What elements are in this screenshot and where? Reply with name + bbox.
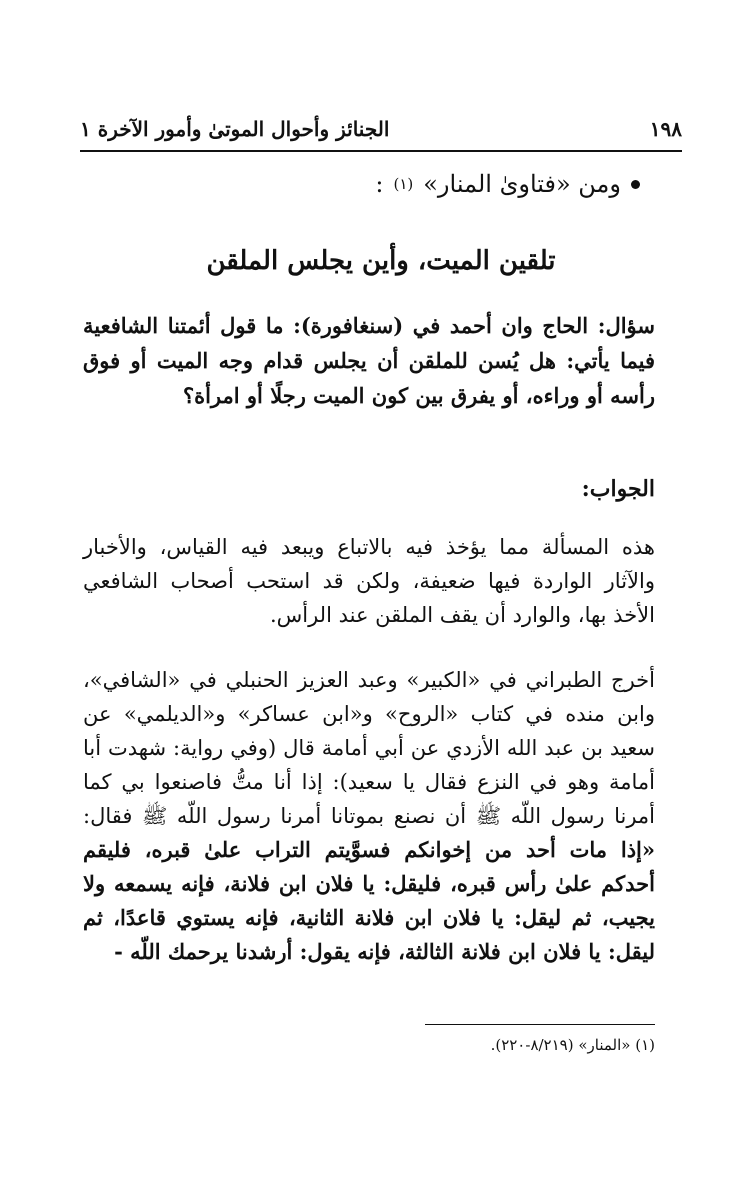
footnote: (١) «المنار» (٨/٢١٩-٢٢٠). (490, 1036, 655, 1054)
answer-paragraph-1: هذه المسألة مما يؤخذ فيه بالاتباع ويبعد فيه القياس، والأخبار والآثار الواردة فيها ضعيفة، ولكن قد استحب أصحاب الشافعي الأخذ بها، والوارد أن يقف الملقن عند الرأس. (83, 535, 655, 627)
hadith-quote: «إذا مات أحد من إخوانكم فسوَّيتم التراب علىٰ قبره، فليقم أحدكم علىٰ رأس قبره، فليقل: يا فلان ابن فلانة، فإنه يسمعه ولا يجيب، ثم ليقل: يا فلان ابن فلانة الثانية، فإنه يستوي قاعدًا، ثم ليقل: يا فلان ابن فلانة الثالثة، فإنه يقول: أرشدنا يرحمك اللّه - (83, 837, 655, 964)
question-paragraph: سؤال: الحاج وان أحمد في (سنغافورة): ما قول أئمتنا الشافعية فيما يأتي: هل يُسن للملقن أن يجلس قدام وجه الميت أو فوق رأسه أو وراءه، أو يفرق بين كون الميت رجلًا أو امرأة؟ (83, 313, 655, 408)
footnote-rule (425, 1024, 655, 1025)
footnote-marker: (١) (393, 175, 414, 193)
source-suffix: : (375, 170, 384, 198)
source-text: ومن «فتاوىٰ المنار» (423, 170, 621, 198)
bullet-icon (631, 180, 640, 189)
paragraph-2-text: أخرج الطبراني في «الكبير» وعبد العزيز الحنبلي في «الشافي»، وابن منده في كتاب «الروح» و«ابن عساكر» و«الديلمي» عن سعيد بن عبد الله الأزدي عن أبي أمامة قال (وفي رواية: شهدت أبا أمامة وهو في النزع فقال يا سعيد): إذا أنا متُّ فاصنعوا بي كما أمرنا رسول اللّه ﷺ أن نصنع بموتانا أمرنا رسول اللّه ﷺ فقال: (83, 668, 655, 828)
page-header (80, 112, 682, 146)
header-rule (80, 150, 682, 152)
section-title: تلقين الميت، وأين يجلس الملقن (206, 246, 556, 276)
answer-label: الجواب: (581, 476, 655, 502)
running-title: الجنائز وأحوال الموتىٰ وأمور الآخرة ١ (80, 117, 390, 141)
answer-paragraph-2 (83, 663, 655, 969)
source-line (375, 170, 640, 198)
page-number: ١٩٨ (649, 117, 682, 141)
